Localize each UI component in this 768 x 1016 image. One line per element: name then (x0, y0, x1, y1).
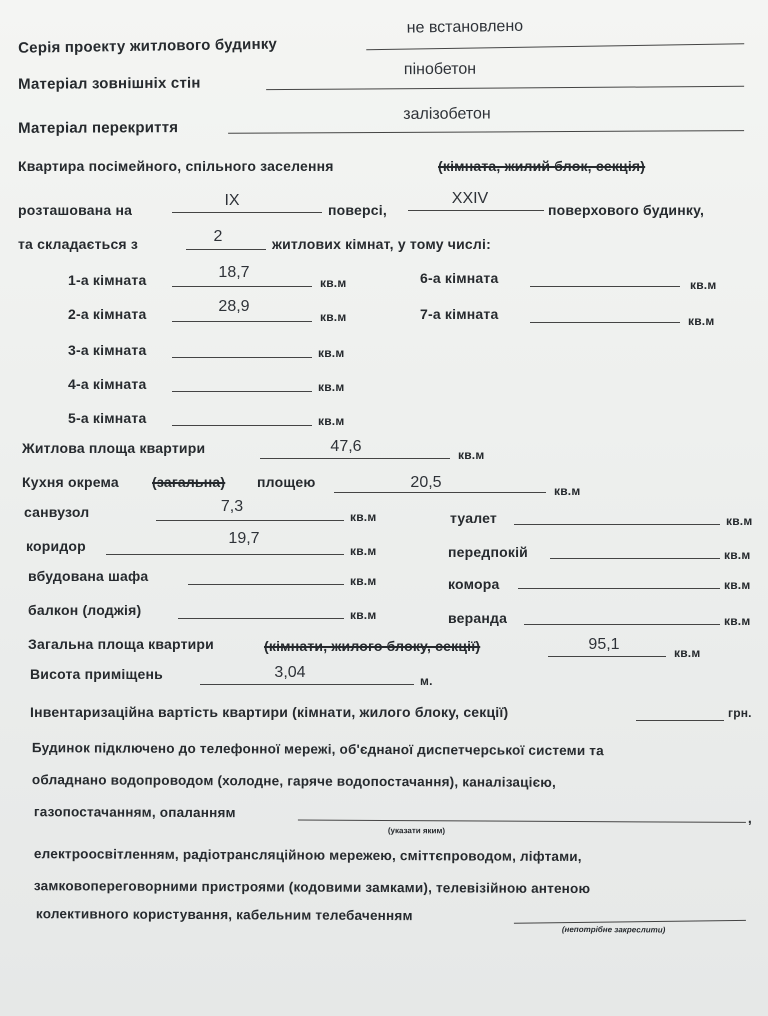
ceiling-underline (228, 130, 744, 134)
rooms-count-prefix: та складається з (18, 236, 139, 252)
room-5-unit: кв.м (318, 414, 345, 428)
utilities-line-1 (0, 738, 768, 772)
living-area-label: Житлова площа квартири (22, 440, 206, 456)
utilities-text-4: електроосвітленням, радіотрансляційною мережею, сміттєпроводом, ліфтами, (33, 846, 582, 865)
bathroom-row (0, 498, 768, 534)
inventory-row (0, 702, 768, 732)
balcony-underline (178, 618, 344, 619)
utilities-text-6: колективного користування, кабельним телебаченням (35, 906, 413, 924)
room-4-underline (172, 391, 312, 392)
wardrobe-row (0, 568, 768, 598)
room-4-label: 4-а кімната (68, 376, 147, 392)
location-mid: поверсі, (328, 202, 387, 218)
utilities-line-3 (0, 802, 768, 836)
utilities-text-3-end: , (747, 809, 753, 826)
veranda-unit: кв.м (724, 614, 751, 628)
wardrobe-unit: кв.м (350, 574, 377, 588)
rooms-count-value: 2 (213, 228, 223, 245)
series-underline (366, 43, 744, 50)
storage-unit: кв.м (724, 578, 751, 592)
corridor-underline (106, 554, 344, 555)
tv-underline (514, 920, 746, 924)
room-3-unit: кв.м (318, 346, 345, 360)
total-area-value: 95,1 (588, 636, 620, 653)
room-4-row (0, 374, 768, 404)
walls-underline (266, 86, 744, 90)
toilet-underline (514, 524, 720, 525)
room-7-label: 7-а кімната (420, 306, 499, 322)
total-area-underline (548, 656, 666, 657)
floor-value: IX (224, 192, 240, 209)
room-6-unit: кв.м (690, 278, 717, 292)
bathroom-underline (156, 520, 344, 521)
living-area-unit: кв.м (458, 448, 485, 462)
room-7-underline (530, 322, 680, 323)
corridor-value: 19,7 (228, 530, 260, 547)
storage-label: комора (448, 576, 500, 592)
total-area-label: Загальна площа квартири (28, 636, 214, 652)
room-3-row (0, 340, 768, 370)
room-5-underline (172, 425, 312, 426)
room-5-label: 5-а кімната (68, 410, 147, 426)
inventory-underline (636, 720, 724, 721)
room-3-underline (172, 357, 312, 358)
total-area-row (0, 634, 768, 664)
series-label: Серія проекту житлового будинку (18, 35, 278, 57)
corridor-unit: кв.м (350, 544, 377, 558)
utilities-text-5: замковопереговорними пристроями (кодовими замками), телевізійною антеною (33, 878, 591, 897)
hallway-unit: кв.м (724, 548, 751, 562)
utilities-line-2 (0, 770, 768, 804)
room-2-unit: кв.м (320, 310, 347, 324)
balcony-label: балкон (лоджія) (28, 602, 142, 618)
utilities-text-1: Будинок підключено до телефонної мережі, об'єднаної диспетчерської системи та (31, 740, 604, 759)
living-area-value: 47,6 (330, 438, 362, 455)
balcony-unit: кв.м (350, 608, 377, 622)
kitchen-value: 20,5 (410, 474, 442, 491)
room-1-label: 1-а кімната (68, 272, 147, 288)
room-7-unit: кв.м (688, 314, 715, 328)
height-value: 3,04 (274, 664, 306, 681)
room-2-label: 2-а кімната (68, 306, 147, 322)
room-4-unit: кв.м (318, 380, 345, 394)
series-value: не встановлено (406, 17, 524, 37)
height-unit: м. (420, 674, 433, 688)
heating-underline (298, 820, 746, 823)
height-underline (200, 684, 414, 685)
rooms-count-row (0, 228, 768, 262)
storage-underline (518, 588, 720, 589)
apartment-type-row (0, 156, 768, 186)
location-row (0, 190, 768, 228)
corridor-label: коридор (26, 538, 86, 554)
utilities-line-6 (0, 904, 768, 938)
ceiling-value: залізобетон (403, 105, 491, 123)
hallway-underline (550, 558, 720, 559)
room-6-label: 6-а кімната (420, 270, 499, 286)
living-area-underline (260, 458, 450, 459)
room-1-value: 18,7 (218, 264, 250, 281)
room-7-row (0, 304, 768, 334)
kitchen-unit: кв.м (554, 484, 581, 498)
room-1-unit: кв.м (320, 276, 347, 290)
ceiling-row (0, 105, 768, 146)
room-6-row (0, 270, 768, 300)
room-5-row (0, 408, 768, 438)
kitchen-row (0, 472, 768, 502)
corridor-row (0, 530, 768, 568)
veranda-label: веранда (448, 610, 508, 626)
utilities-line-4 (0, 844, 768, 878)
total-area-unit: кв.м (674, 646, 701, 660)
room-3-label: 3-а кімната (68, 342, 147, 358)
room-6-underline (530, 286, 680, 287)
inventory-unit: грн. (728, 706, 752, 720)
strike-hint: (непотрібне закреслити) (561, 924, 666, 935)
location-suffix: поверхового будинку, (548, 202, 705, 218)
rooms-count-underline (186, 249, 266, 250)
room-2-value: 28,9 (218, 298, 250, 315)
wardrobe-label: вбудована шафа (28, 568, 149, 584)
utilities-text-2: обладнано водопроводом (холодне, гаряче водопостачання), каналізацією, (31, 772, 556, 790)
toilet-label: туалет (450, 510, 497, 526)
floors-total-value: XXIV (451, 190, 489, 207)
inventory-label: Інвентаризаційна вартість квартири (кімнати, жилого блоку, секції) (30, 704, 509, 720)
ceiling-label: Матеріал перекриття (18, 119, 179, 137)
toilet-unit: кв.м (726, 514, 753, 528)
specify-hint: (указати яким) (387, 826, 446, 836)
floors-total-underline (408, 210, 544, 211)
kitchen-struck: (загальна) (152, 474, 226, 490)
series-row (0, 17, 768, 66)
hallway-label: передпокій (448, 544, 528, 560)
apartment-type-label: Квартира посімейного, спільного заселення (18, 158, 334, 174)
living-area-row (0, 438, 768, 468)
kitchen-label: Кухня окрема (22, 474, 119, 490)
utilities-text-3: газопостачанням, опаланням (33, 804, 236, 821)
veranda-underline (524, 624, 720, 625)
rooms-count-suffix: житлових кімнат, у тому числі: (272, 236, 491, 252)
wardrobe-underline (188, 584, 344, 585)
bathroom-label: санвузол (24, 504, 90, 520)
balcony-row (0, 600, 768, 630)
kitchen-label-b: площею (257, 474, 316, 490)
floor-underline (172, 212, 322, 213)
kitchen-underline (334, 492, 546, 493)
bathroom-unit: кв.м (350, 510, 377, 524)
location-prefix: розташована на (18, 202, 133, 218)
bathroom-value: 7,3 (220, 498, 244, 515)
walls-value: пінобетон (403, 60, 477, 79)
height-row (0, 664, 768, 694)
apartment-type-struck: (кімната, жилий блок, секція) (438, 158, 646, 174)
total-area-struck: (кімнати, жилого блоку, секції) (264, 638, 481, 654)
walls-label: Матеріал зовнішніх стін (18, 74, 201, 93)
walls-row (0, 60, 768, 102)
height-label: Висота приміщень (30, 666, 163, 682)
